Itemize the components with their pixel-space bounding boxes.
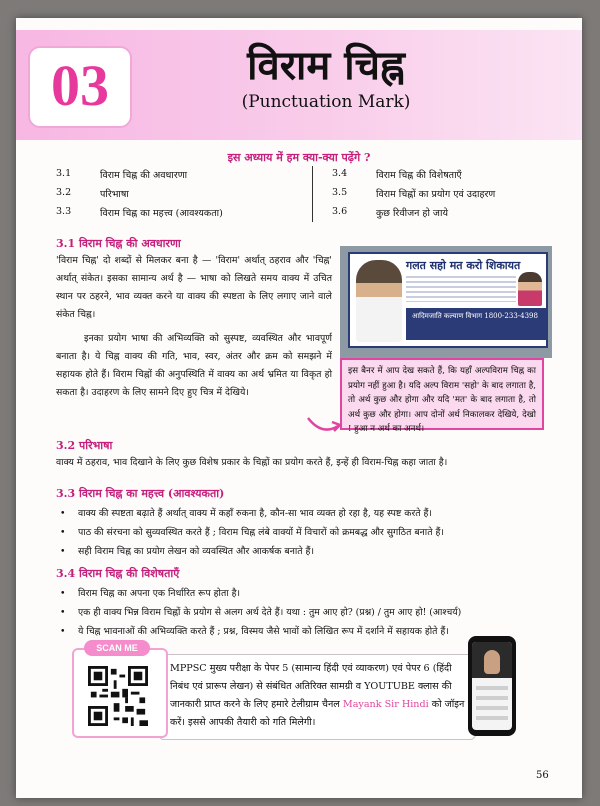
phone-profile-photo	[484, 650, 500, 674]
section-3-3-list	[60, 504, 444, 561]
toc-item: 3.5 विराम चिह्नों का प्रयोग एवं उदाहरण	[332, 187, 496, 200]
list-item: • वाक्य की स्पष्टता बढ़ाते हैं अर्थात् वाक्य में कहाँ रुकना है, कौन-सा भाव व्यक्त हो रहा है, यह स्पष्ट करते हैं।	[60, 508, 432, 519]
billboard-sign	[348, 252, 548, 348]
section-3-2-title: 3.2 परिभाषा	[56, 439, 113, 452]
billboard-text-lines	[406, 276, 516, 302]
toc-item: 3.6 कुछ रिवीजन हो जाये	[332, 206, 448, 219]
phone-mockup	[468, 636, 516, 736]
banner-explanation-callout: इस बैनर में आप देख सकते हैं, कि यहाँ अल्पविराम चिह्न का प्रयोग नहीं हुआ है। यदि अल्प विराम 'सहो' के बाद लगाता है, तो अर्थ कुछ और होगा और यदि 'मत' के बाद लगाता है, तो अर्थ कुछ और होगा। आप दोनों अर्थ निकालकर देखिये, देखो ! हुआ न अर्थ का अनर्थ।	[340, 358, 544, 430]
book-page	[16, 18, 582, 798]
phone-row	[476, 716, 508, 720]
telegram-channel-link[interactable]: Mayank Sir Hindi	[342, 699, 429, 710]
chapter-number: 03	[51, 53, 109, 118]
scan-me-label: SCAN ME	[84, 640, 150, 656]
toc-item: 3.1 विराम चिह्न की अवधारणा	[56, 168, 188, 181]
toc-left-column	[56, 168, 223, 225]
section-3-4-list	[60, 584, 461, 641]
list-item: • एक ही वाक्य भिन्न विराम चिह्नों के प्रयोग से अलग अर्थ देते हैं। यथा : तुम आए हो? (प्रश्न) / तुम आए हो! (आश्चर्य)	[60, 607, 462, 618]
promo-text: MPPSC मुख्य परीक्षा के पेपर 5 (सामान्य हिंदी एवं व्याकरण) एवं पेपर 6 (हिंदी निबंध एवं प्रारूप लेखन) से संबंधित अतिरिक्त सामग्री व YOUTUBE क्लास की जानकारी प्राप्त करने के लिए हमारे टेलीग्राम चैनल Mayank Sir Hindi को जॉइन करें। इससे आपकी तैयारी को गति मिलेगी।	[170, 663, 465, 728]
phone-screen	[472, 642, 512, 730]
phone-row	[476, 686, 508, 690]
billboard-strip-text: आदिमजाति कल्याण विभाग 1800-233-4398	[412, 312, 538, 320]
list-item: • ये चिह्न भावनाओं की अभिव्यक्ति करते हैं ; प्रश्न, विस्मय जैसे भावों को लिखित रूप में दर्शाने में सहायक होते हैं।	[60, 626, 449, 637]
list-item: • विराम चिह्न का अपना एक निर्धारित रूप होता है।	[60, 588, 241, 599]
phone-row	[476, 696, 508, 700]
chapter-number-box	[28, 46, 132, 128]
billboard-title: गलत सहो मत करो शिकायत	[406, 259, 521, 272]
chapter-subtitle: (Punctuation Mark)	[241, 92, 411, 112]
banner-photo	[340, 246, 552, 358]
billboard-strip	[406, 308, 546, 340]
section-3-1-para-2: इनका प्रयोग भाषा की अभिव्यक्ति को सुस्पष्ट, व्यवस्थित और भावपूर्ण बनाता है। ये चिह्न वाक्य की गति, भाव, स्वर, अंतर और क्रम को समझने में सहायक होते हैं। विराम चिह्नों की अनुपस्थिति में वाक्य का अर्थ भ्रमित या विकृत हो सकता है। उदाहरण के लिए सामने दिए हुए चित्र में देखिये।	[56, 333, 332, 398]
section-3-3-title: 3.3 विराम चिह्न का महत्त्व (आवश्यकता)	[56, 487, 225, 500]
woman-photo	[518, 272, 542, 306]
section-3-1-para-1: 'विराम चिह्न' दो शब्दों से मिलकर बना है — 'विराम' अर्थात् ठहराव और 'चिह्न' अर्थात् संकेत। इसका सामान्य अर्थ है — भाषा को लिखते समय वाक्य में उचित स्थान पर ठहरने, भाव व्यक्त करने या वाक्य की स्पष्टता के लिए लगाए जाने वाले संकेत चिह्न।	[56, 255, 332, 320]
qr-code-icon[interactable]	[88, 666, 148, 726]
toc-divider	[312, 166, 313, 222]
phone-row	[476, 706, 508, 710]
toc-item: 3.4 विराम चिह्न की विशेषताएँ	[332, 168, 462, 181]
toc-right-column	[332, 168, 495, 225]
toc-item: 3.2 परिभाषा	[56, 187, 129, 200]
section-3-1-title: 3.1 विराम चिह्न की अवधारणा	[56, 237, 181, 250]
pointer-arrow-icon	[306, 406, 344, 436]
person-photo	[356, 260, 402, 342]
section-3-4-title: 3.4 विराम चिह्न की विशेषताएँ	[56, 567, 180, 580]
page-number: 56	[536, 770, 549, 781]
list-item: • पाठ की संरचना को सुव्यवस्थित करते हैं ; विराम चिह्न लंबे वाक्यों में विचारों को क्रमबद्ध और सुगठित बनाते हैं।	[60, 527, 444, 538]
toc-heading: इस अध्याय में हम क्या-क्या पढ़ेंगे ?	[227, 151, 371, 164]
section-3-2-text: वाक्य में ठहराव, भाव दिखाने के लिए कुछ विशेष प्रकार के चिह्नों का प्रयोग करते हैं, इन्हें ही विराम-चिह्न कहा जाता है।	[56, 457, 448, 468]
list-item: • सही विराम चिह्न का प्रयोग लेखन को व्यवस्थित और आकर्षक बनाते हैं।	[60, 546, 314, 557]
toc-item: 3.3 विराम चिह्न का महत्त्व (आवश्यकता)	[56, 206, 223, 219]
chapter-title: विराम चिह्न	[247, 42, 405, 89]
